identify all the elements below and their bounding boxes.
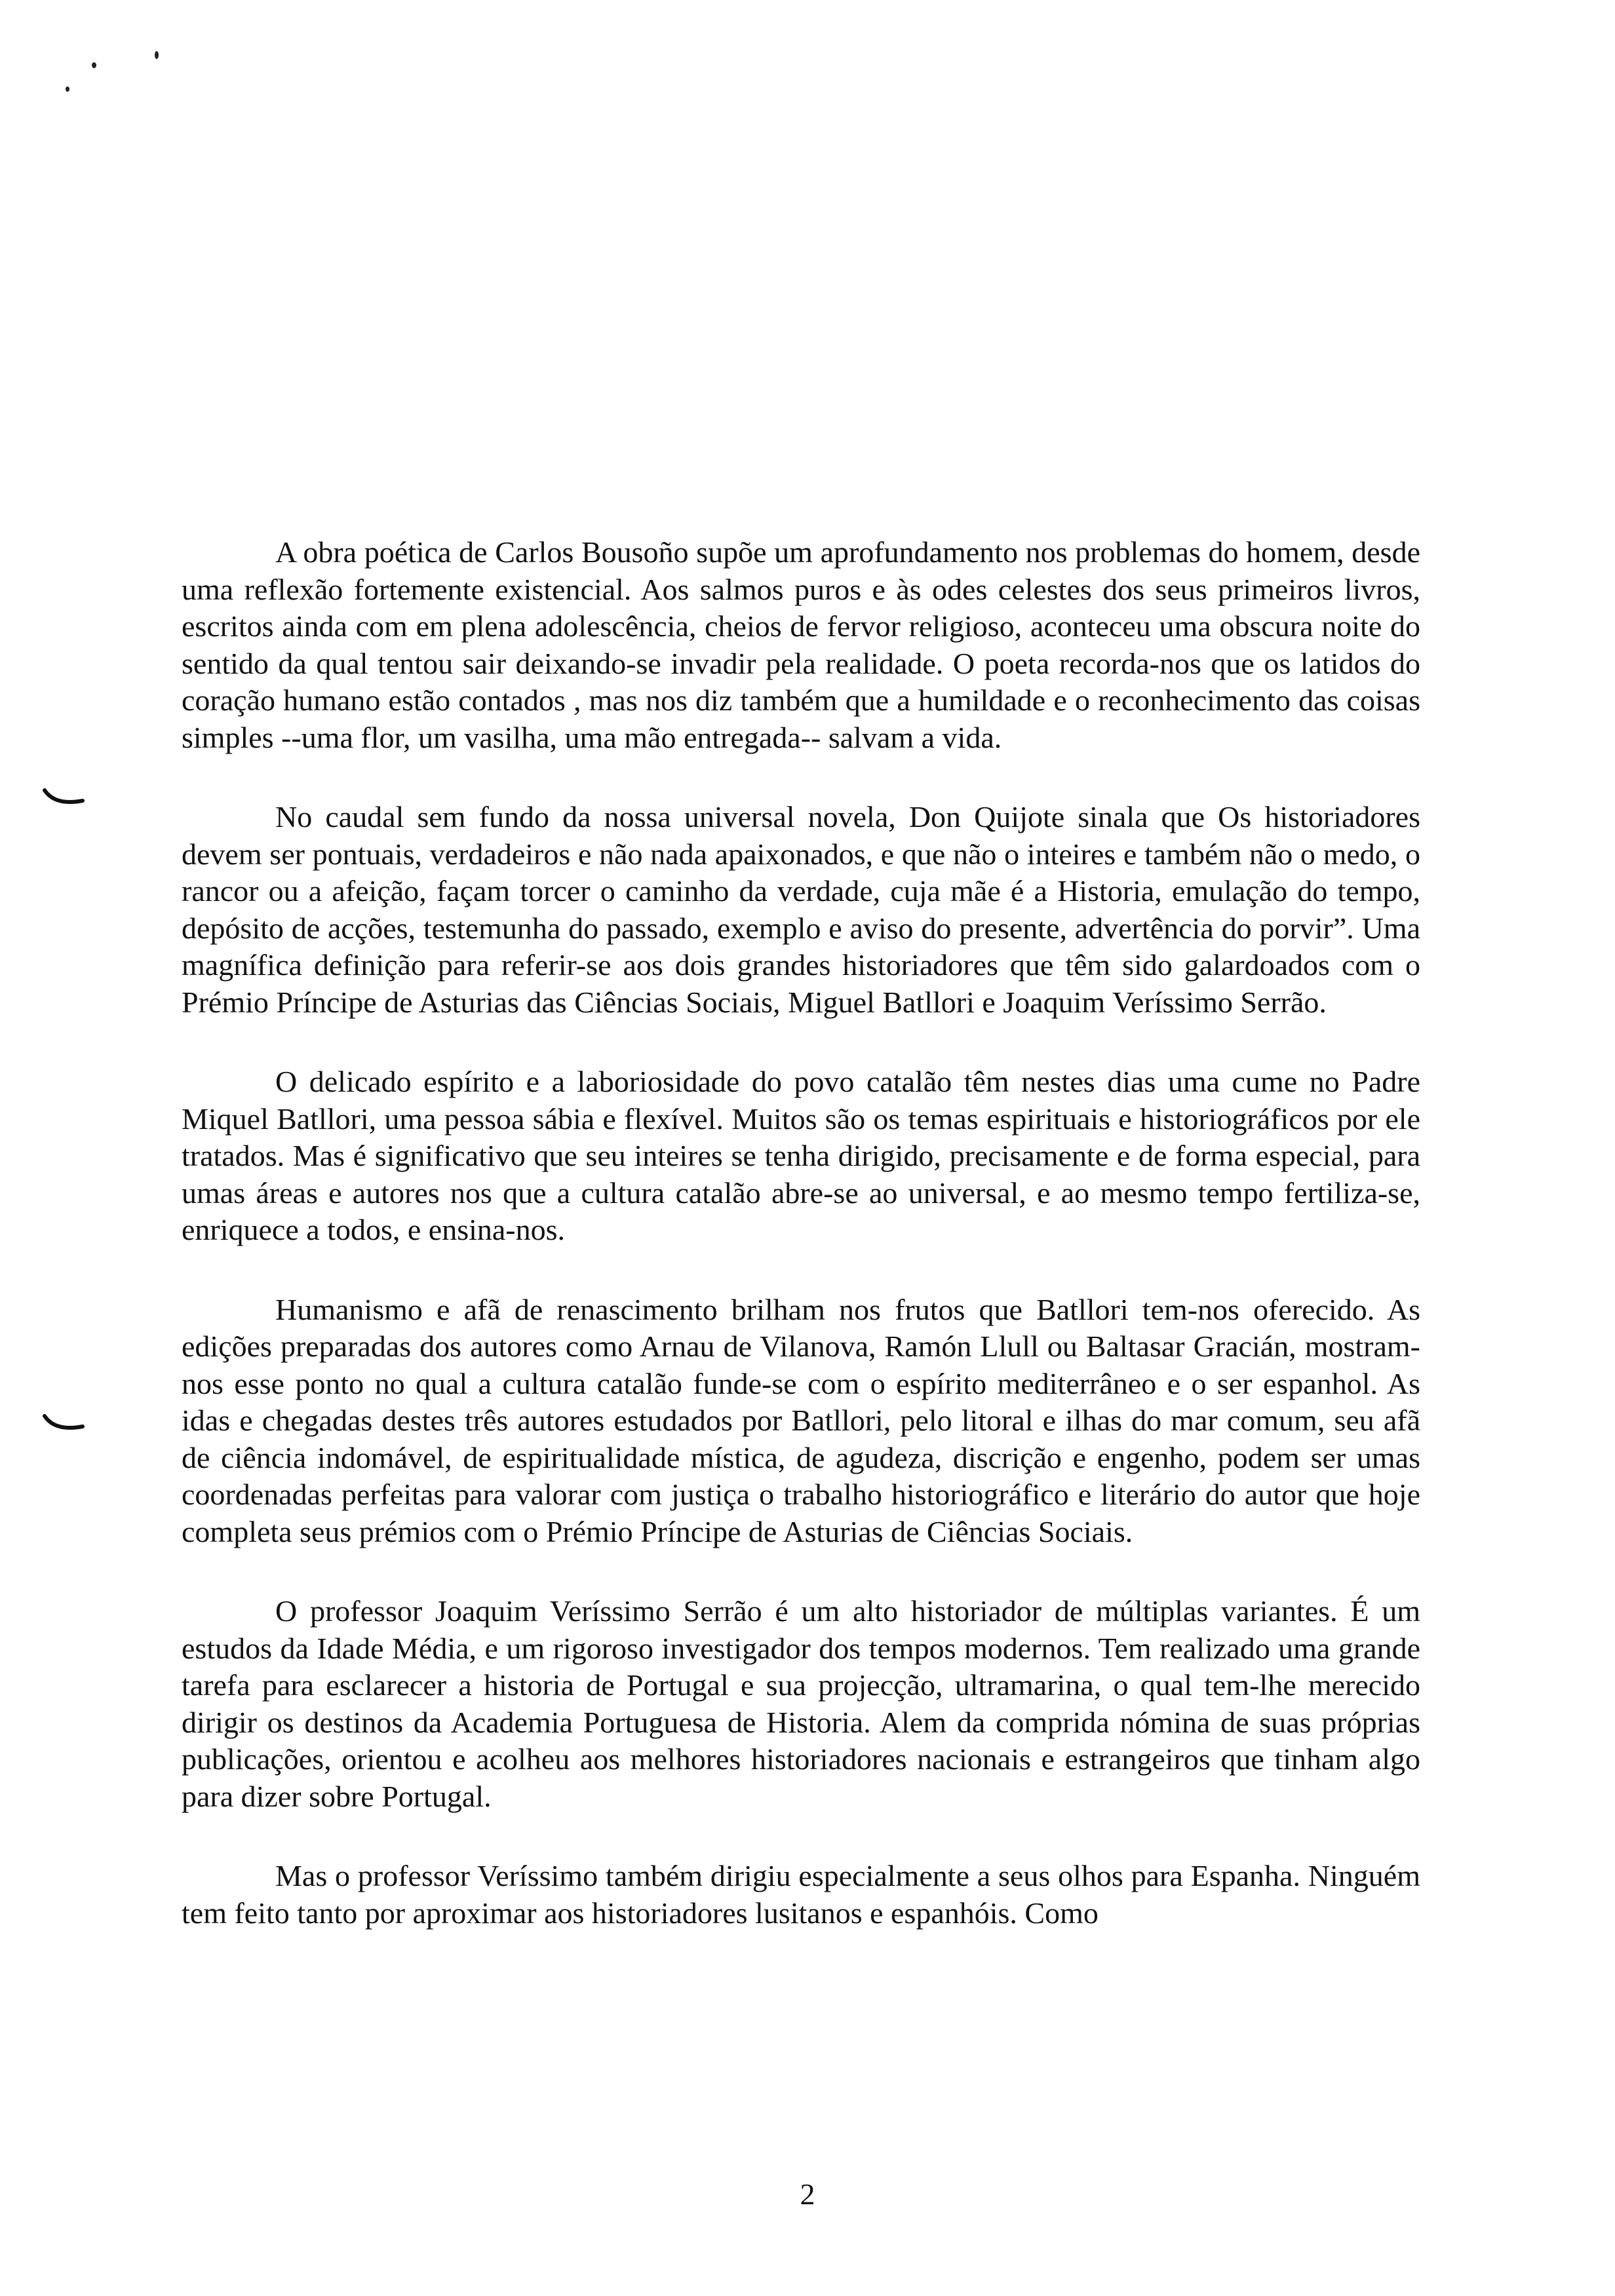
page-number: 2 [800,2177,815,2211]
body-text [182,534,1420,1932]
paragraph: No caudal sem fundo da nossa universal novela, Don Quijote sinala que Os historiadores devem ser pontuais, verdadeiros e não nada apaixonados, e que não o inteires e também não o medo, o rancor ou a afeição, façam torcer o caminho da verdade, cuja mãe é a Historia, emulação do tempo, depósito de acções, testemunha do passado, exemplo e aviso do presente, advertência do porvir”. Uma magnífica definição para referir-se aos dois grandes historiadores que têm sido galardoados com o Prémio Príncipe de Asturias das Ciências Sociais, Miguel Batllori e Joaquim Veríssimo Serrão. [182,800,1420,1019]
margin-check-mark-icon [42,786,87,809]
paragraph: Mas o professor Veríssimo também dirigiu especialmente a seus olhos para Espanha. Ninguém tem feito tanto por aproximar aos historiadores lusitanos e espanhóis. Como [182,1859,1420,1930]
paragraph: O delicado espírito e a laboriosidade do povo catalão têm nestes dias uma cume no Padre Miquel Batllori, uma pessoa sábia e flexível. Muitos são os temas espirituais e historiográficos por ele tratados. Mas é significativo que seu inteires se tenha dirigido, precisamente e de forma especial, para umas áreas e autores nos que a cultura catalão abre-se ao universal, e ao mesmo tempo fertiliza-se, enriquece a todos, e ensina-nos. [182,1065,1420,1246]
paragraph: O professor Joaquim Veríssimo Serrão é um alto historiador de múltiplas variantes. É um estudos da Idade Média, e um rigoroso investigador dos tempos modernos. Tem realizado uma grande tarefa para esclarecer a historia de Portugal e sua projecção, ultramarina, o qual tem-lhe merecido dirigir os destinos da Academia Portuguesa de Historia. Alem da comprida nómina de suas próprias publicações, orientou e acolheu aos melhores historiadores nacionais e estrangeiros que tinham algo para dizer sobre Portugal. [182,1594,1420,1813]
paragraph: A obra poética de Carlos Bousoño supõe um aprofundamento nos problemas do homem, desde uma reflexão fortemente existencial. Aos salmos puros e às odes celestes dos seus primeiros livros, escritos ainda com em plena adolescência, cheios de fervor religioso, aconteceu uma obscura noite do sentido da qual tentou sair deixando-se invadir pela realidade. O poeta recorda-nos que os latidos do coração humano estão contados , mas nos diz também que a humildade e o reconhecimento das coisas simples --uma flor, um vasilha, uma mão entregada-- salvam a vida. [182,535,1420,754]
scan-speck [155,51,159,59]
margin-check-mark-icon [42,1412,87,1434]
scan-speck [92,62,96,68]
paragraph: Humanismo e afã de renascimento brilham nos frutos que Batllori tem-nos oferecido. As edições preparadas dos autores como Arnau de Vilanova, Ramón Llull ou Baltasar Gracián, mostram-nos esse ponto no qual a cultura catalão funde-se com o espírito mediterrâneo e o ser espanhol. As idas e chegadas destes três autores estudados por Batllori, pelo litoral e ilhas do mar comum, seu afã de ciência indomável, de espiritualidade mística, de agudeza, discrição e engenho, podem ser umas coordenadas perfeitas para valorar com justiça o trabalho historiográfico e literário do autor que hoje completa seus prémios com o Prémio Príncipe de Asturias de Ciências Sociais. [182,1292,1420,1548]
scan-speck [66,86,69,92]
